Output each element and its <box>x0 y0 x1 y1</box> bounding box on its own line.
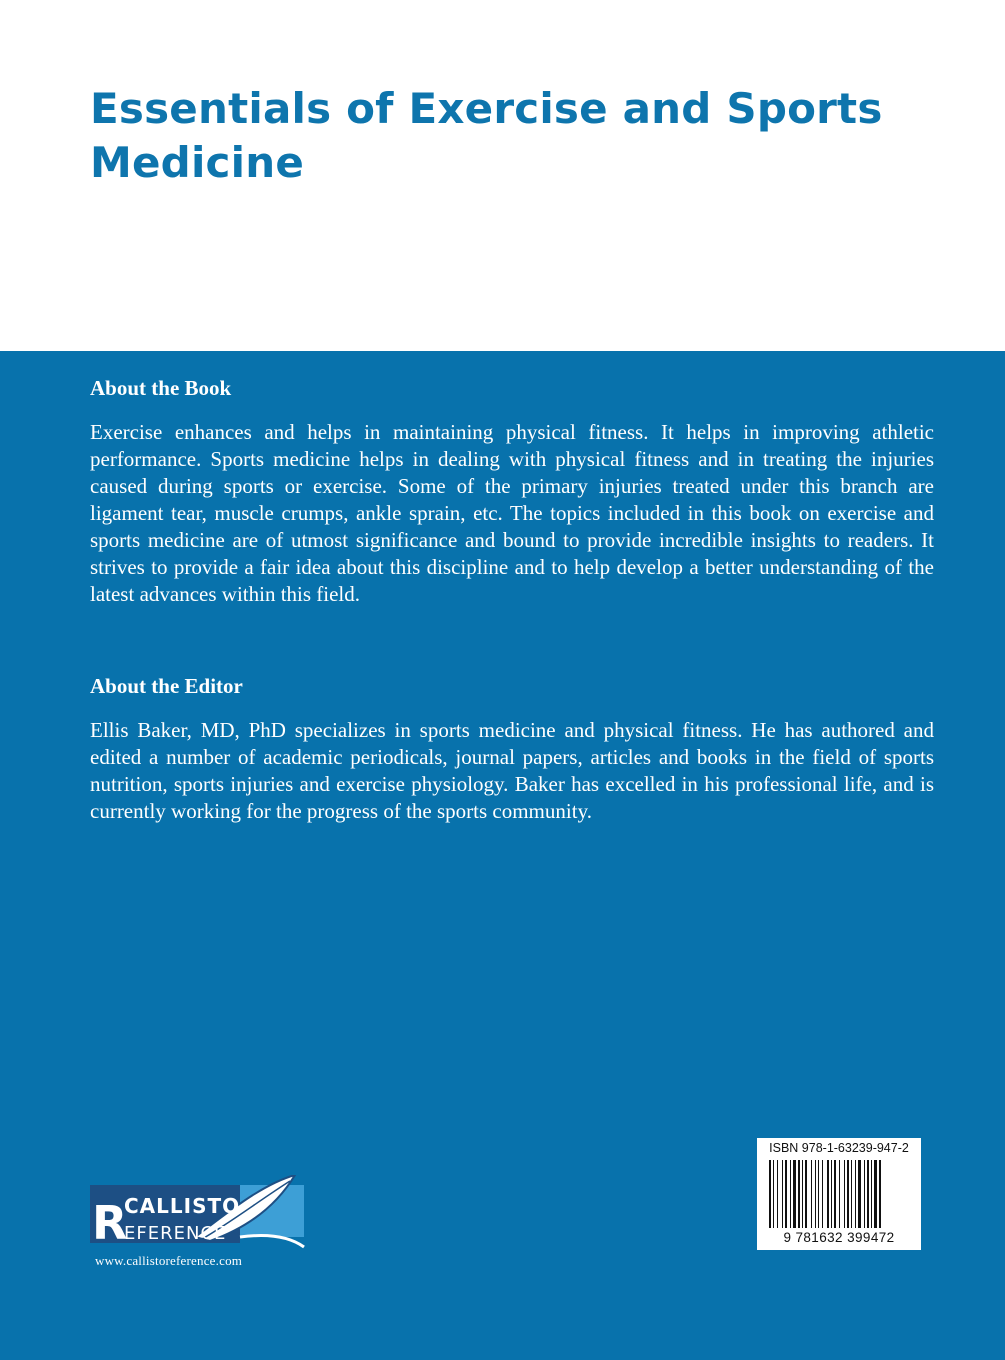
barcode-bar <box>773 1160 774 1228</box>
barcode-bar <box>777 1160 778 1228</box>
barcode-bar <box>822 1160 823 1228</box>
barcode-bar <box>815 1160 816 1228</box>
about-editor-text: Ellis Baker, MD, PhD specializes in sports medicine and physical fitness. He has authored and edited a number of academic periodicals, journal papers, articles and books in the field of sports nutrition, sports injuries and exercise physiology. Baker has excelled in his professional life, and is currently working for the progress of the sports community. <box>90 718 934 823</box>
barcode-bar <box>855 1160 856 1228</box>
svg-text:EFERENCE: EFERENCE <box>124 1223 227 1244</box>
barcode-bar <box>874 1160 877 1228</box>
barcode-bar <box>839 1160 840 1228</box>
barcode-bar <box>827 1160 829 1228</box>
barcode-bar <box>871 1160 872 1228</box>
barcode-bar <box>867 1160 869 1228</box>
barcode-bar <box>864 1160 865 1228</box>
barcode-bar <box>805 1160 807 1228</box>
publisher-website: www.callistoreference.com <box>95 1253 243 1268</box>
barcode-bar <box>851 1160 852 1228</box>
barcode-bar <box>811 1160 812 1228</box>
barcode-bar <box>847 1160 849 1228</box>
barcode-digits: 9 781632 399472 <box>783 1230 895 1245</box>
barcode-bar <box>790 1160 791 1228</box>
barcode-bar <box>785 1160 787 1228</box>
book-title: Essentials of Exercise and Sports Medicine <box>90 84 883 187</box>
barcode-bar <box>793 1160 796 1228</box>
isbn-label: ISBN 978-1-63239-947-2 <box>769 1141 909 1155</box>
barcode-bar <box>818 1160 819 1228</box>
barcode-bar <box>831 1160 832 1228</box>
about-editor-heading: About the Editor <box>90 674 243 698</box>
barcode-bar <box>798 1160 800 1228</box>
about-book-heading: About the Book <box>90 376 232 400</box>
barcode-bar <box>782 1160 783 1228</box>
title-area <box>0 0 1005 351</box>
isbn-barcode <box>757 1138 921 1250</box>
svg-text:R: R <box>92 1196 128 1250</box>
info-panel <box>0 351 1005 1360</box>
barcode-bar <box>858 1160 861 1228</box>
barcode-bar <box>802 1160 803 1228</box>
barcode-bars <box>757 1158 921 1230</box>
barcode-bar <box>834 1160 836 1228</box>
barcode-bar <box>879 1160 881 1228</box>
about-book-text: Exercise enhances and helps in maintaining physical fitness. It helps in improving athletic performance. Sports medicine helps in dealing with physical fitness and in treating the injuries caused during sports or exercise. Some of the primary injuries treated under this branch are ligament tear, muscle crumps, ankle sprain, etc. The topics included in this book on exercise and sports medicine are of utmost significance and bound to provide incredible insights to readers. It strives to provide a fair idea about this discipline and to help develop a better understanding of the latest advances within this field. <box>90 420 934 606</box>
barcode-bar <box>844 1160 845 1228</box>
barcode-bar <box>769 1160 771 1228</box>
svg-text:CALLISTO: CALLISTO <box>124 1194 241 1218</box>
